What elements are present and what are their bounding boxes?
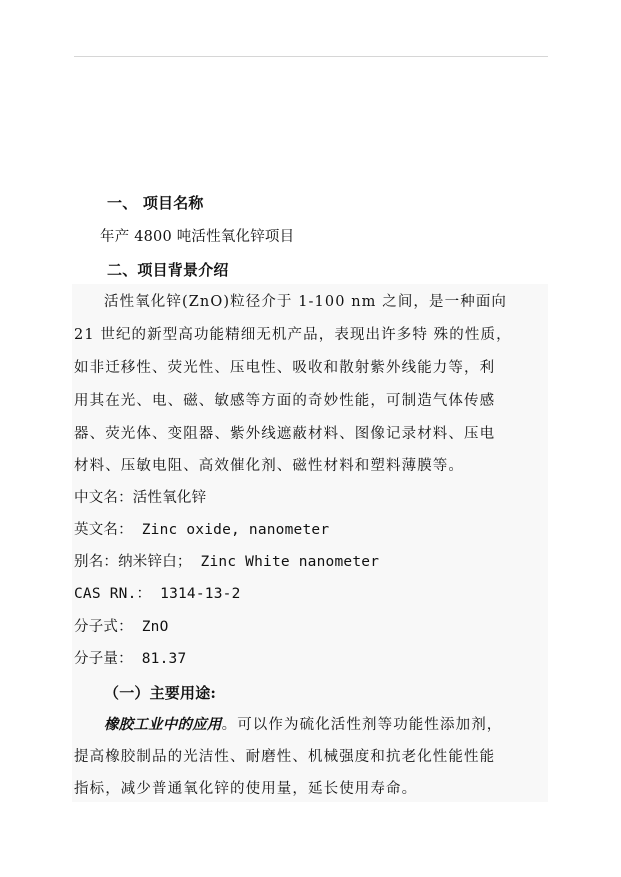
rubber-application-line — [104, 715, 502, 735]
rubber-application-title: 橡胶工业中的应用 — [104, 716, 222, 733]
molecular-formula: 分子式： ZnO — [74, 619, 169, 635]
background-paragraph-line: 21 世纪的新型高功能精细无机产品，表现出许多特 殊的性质， — [74, 327, 512, 343]
cas-number: CAS RN.： 1314-13-2 — [74, 586, 241, 602]
background-paragraph-line: 器、荧光体、变阻器、紫外线遮蔽材料、图像记录材料、压电 — [74, 426, 496, 442]
background-paragraph-line: 活性氧化锌(ZnO)粒径介于 1-100 nm 之间，是一种面向 — [104, 294, 508, 310]
rubber-application-line: 提高橡胶制品的光洁性、耐磨性、机械强度和抗老化性能性能 — [74, 749, 496, 765]
background-paragraph-line: 用其在光、电、磁、敏感等方面的奇妙性能，可制造气体传感 — [74, 393, 496, 409]
rubber-application-text: 。可以作为硫化活性剂等功能性添加剂， — [221, 717, 503, 733]
header-rule — [74, 56, 548, 57]
chinese-name: 中文名：活性氧化锌 — [74, 490, 207, 506]
section-1-heading: 一、 项目名称 — [107, 194, 204, 212]
project-name: 年产 4800 吨活性氧化锌项目 — [100, 229, 295, 245]
english-name: 英文名： Zinc oxide, nanometer — [74, 522, 330, 538]
alias: 别名：纳米锌白； Zinc White nanometer — [74, 554, 380, 570]
molecular-weight: 分子量： 81.37 — [74, 651, 187, 667]
background-paragraph-line: 材料、压敏电阻、高效催化剂、磁性材料和塑料薄膜等。 — [74, 458, 464, 474]
main-uses-heading: （一）主要用途: — [104, 684, 217, 702]
rubber-application-line: 指标，减少普通氧化锌的使用量，延长使用寿命。 — [74, 781, 418, 797]
section-2-heading: 二、项目背景介绍 — [107, 261, 229, 279]
background-paragraph-line: 如非迁移性、荧光性、压电性、吸收和散射紫外线能力等，利 — [74, 360, 496, 376]
